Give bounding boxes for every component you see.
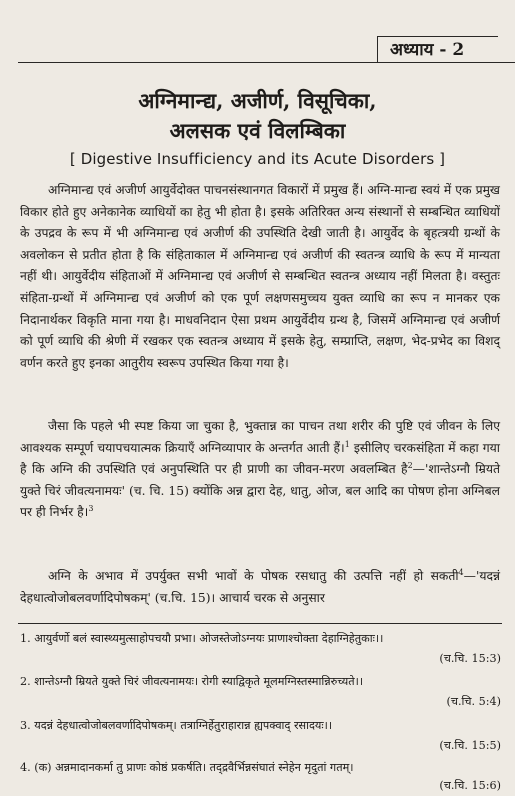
footnote-4-source: (च.चि. 15:6) [439,779,501,792]
footnote-2: 2. शान्तेऽग्नौ म्रियते युक्ते चिरं जीवत्यनामयः। रोगी स्याद्विकृते मूलमग्निस्तस्मान्निरुच्यते।। [20,675,364,688]
paragraph-2-text-c: —'शान्तेऽग्नौ म्रियते युक्ते चिरं जीवत्यनामयः' (च. चि. 15) क्योंकि अन्न द्वारा देह, धातु, ओज, बल आदि का पोषण होना अग्निबल पर ही निर्भर है। [20,462,500,520]
chapter-title-line1: अग्निमान्द्य, अजीर्ण, विसूचिका, [138,88,377,113]
footnote-1-source: (च.चि. 15:3) [439,652,501,665]
paragraph-3 [20,566,500,609]
footnote-ref-4: 4 [458,567,464,577]
footnote-4: 4. (क) अन्नमादानकर्मा तु प्राणः कोष्ठं प्रकर्षति। तद्द्रवैर्भिन्नसंघातं स्नेहेन मृदुतां गतम्। [20,761,354,774]
paragraph-2-text-b: इसीलिए चरकसंहिता में कहा गया है कि अग्नि की उपस्थिति एवं अनुपस्थिति पर ही प्राणी का जीवन-मरण अवलम्बित है [20,440,500,477]
chapter-label: अध्याय - 2 [377,36,498,63]
chapter-title-line2: अलसक एवं विलम्बिका [169,118,346,143]
footnote-rule [18,623,502,624]
footnote-1: 1. आयुर्वर्णो बलं स्वास्थ्यमुत्साहोपचयौ प्रभा। ओजस्तेजोऽग्नयः प्राणाश्चोक्ता देहाग्निहेतुकाः।। [20,632,384,645]
chapter-subtitle: [ Digestive Insufficiency and its Acute Disorders ] [69,150,446,168]
footnote-ref-2: 2 [407,461,413,471]
paragraph-3-text-b: —'यदन्नं देहधात्वोजोबलवर्णादिपोषकम्' (च.चि. 15)। आचार्य चरक से अनुसार [20,569,500,605]
footnote-3-source: (च.चि. 15:5) [439,739,501,752]
paragraph-2-text-a: जैसा कि पहले भी स्पष्ट किया जा चुका है, भुक्तान्न का पाचन तथा शरीर की पुष्टि एवं जीवन के लिए आवश्यक सम्पूर्ण चयापचयात्मक क्रियाएँ अग्निव्यापार के अन्तर्गत आती हैं। [20,419,500,455]
header-rule [18,62,515,63]
footnote-ref-1: 1 [344,439,350,449]
paragraph-1: अग्निमान्द्य एवं अजीर्ण आयुर्वेदोक्त पाचनसंस्थानगत विकारों में प्रमुख हैं। अग्नि-मान्द्य स्वयं में एक प्रमुख विकार होते हुए अनेकानेक व्याधियों का हेतु भी होता है। इसके अतिरिक्त अन्य संस्थानों से सम्बन्धित व्याधियों के उपद्रव के रूप में भी अग्निमान्द्य एवं अजीर्ण की उपस्थिति देखी जाती है। आयुर्वेद के बृहत्त्रयी ग्रन्थों के अवलोकन से प्रतीत होता है कि संहिताकाल में अग्निमान्द्य एवं अजीर्ण की स्वतन्त्र व्याधि के रूप में मान्यता नहीं थी। आयुर्वेदीय संहिताओं में अग्निमान्द्य एवं अजीर्ण से सम्बन्धित स्वतन्त्र अध्याय नहीं मिलता है। वस्तुतः संहिता-ग्रन्थों में अग्निमान्द्य एवं अजीर्ण को एक पूर्ण लक्षणसमुच्चय युक्त व्याधि का रूप न मानकर एक निदानार्थकर विकृति माना गया है। माधवनिदान ऐसा प्रथम आयुर्वेदीय ग्रन्थ है, जिसमें अग्निमान्द्य एवं अजीर्ण को पूर्ण व्याधि की श्रेणी में रखकर एक स्वतन्त्र अध्याय में इसके हेतु, सम्प्राप्ति, लक्षण, भेद-प्रभेद का विशद् वर्णन करते हुए इनका आतुरीय स्वरूप उपस्थित किया गया है। [20,183,500,370]
paragraph-2 [20,416,500,524]
footnote-2-source: (च.चि. 5:4) [446,695,501,708]
paragraph-3-text-a: अग्नि के अभाव में उपर्युक्त सभी भावों के पोषक रसधातु की उत्पत्ति नहीं हो सकती [48,569,459,583]
footnote-3: 3. यदन्नं देहधात्वोजोबलवर्णादिपोषकम्। तत्राग्निर्हेतुराहारान्न ह्यपक्वाद् रसादयः।। [20,719,333,732]
footnote-ref-3: 3 [88,504,94,514]
